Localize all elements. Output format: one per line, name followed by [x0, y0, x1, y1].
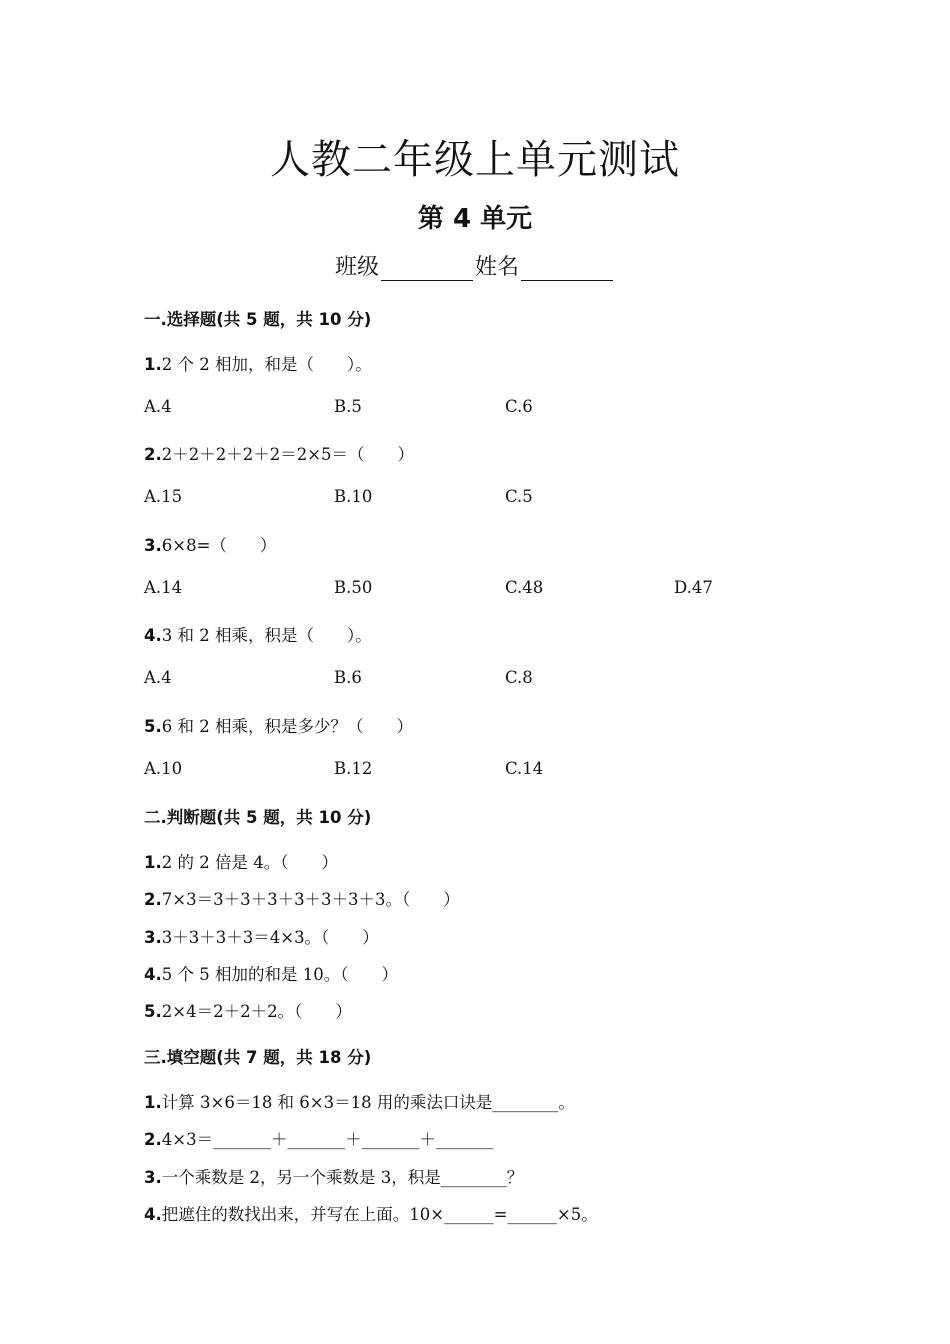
question [144, 1201, 598, 1225]
question [144, 532, 276, 556]
question-number: 4. [144, 626, 162, 645]
question [144, 924, 379, 948]
question-number: 1. [144, 1093, 162, 1112]
option-c[interactable]: C.14 [505, 759, 544, 778]
option-a[interactable]: A.4 [144, 668, 172, 687]
option-c[interactable]: C.8 [505, 668, 533, 687]
question-text: 2＋2＋2＋2＋2＝2×5＝（ ） [161, 445, 415, 464]
option-a[interactable]: A.4 [144, 397, 172, 416]
question [144, 351, 372, 375]
option-b[interactable]: B.5 [334, 397, 362, 416]
question [144, 713, 413, 737]
option-b[interactable]: B.10 [334, 487, 373, 506]
page-title: 人教二年级上单元测试 [270, 137, 680, 183]
question-text: 2×4＝2＋2＋2。（ ） [161, 1002, 352, 1021]
option-c[interactable]: C.48 [505, 578, 544, 597]
question-number: 5. [144, 1002, 162, 1021]
question-number: 2. [144, 1130, 162, 1149]
question [144, 1164, 523, 1188]
question [144, 886, 460, 910]
question [144, 961, 398, 985]
question [144, 1089, 575, 1113]
question-number: 4. [144, 1205, 162, 1224]
question-text: 4×3＝_______＋_______＋_______＋_______ [161, 1130, 494, 1149]
option-b[interactable]: B.12 [334, 759, 373, 778]
question-text: 5 个 5 相加的和是 10。（ ） [161, 965, 398, 984]
question-number: 3. [144, 536, 162, 555]
question-text: 计算 3×6＝18 和 6×3＝18 用的乘法口诀是________。 [161, 1093, 575, 1112]
option-b[interactable]: B.50 [334, 578, 373, 597]
class-blank[interactable] [381, 258, 473, 281]
question-text: 6 和 2 相乘，积是多少？（ ） [161, 717, 413, 736]
section-heading-fill: 三.填空题(共 7 题，共 18 分) [144, 1048, 372, 1067]
question-text: 3＋3＋3＋3＝4×3。（ ） [161, 928, 379, 947]
question-text: 7×3＝3＋3＋3＋3＋3＋3＋3。（ ） [161, 890, 460, 909]
question-number: 2. [144, 890, 162, 909]
question-text: 2 的 2 倍是 4。（ ） [161, 853, 338, 872]
unit-subtitle: 第 4 单元 [417, 204, 533, 234]
question [144, 998, 352, 1022]
option-a[interactable]: A.15 [144, 487, 183, 506]
option-a[interactable]: A.14 [144, 578, 183, 597]
question-text: 6×8=（ ） [161, 536, 277, 555]
option-b[interactable]: B.6 [334, 668, 362, 687]
section-heading-choice: 一.选择题(共 5 题，共 10 分) [144, 310, 372, 329]
question [144, 849, 338, 873]
question-number: 1. [144, 355, 162, 374]
question-number: 5. [144, 717, 162, 736]
class-label: 班级 [334, 255, 379, 280]
question-number: 2. [144, 445, 162, 464]
question-text: 3 和 2 相乘，积是（ ）。 [161, 626, 372, 645]
question [144, 1126, 494, 1150]
question-number: 4. [144, 965, 162, 984]
question-number: 1. [144, 853, 162, 872]
question-text: 2 个 2 相加，和是（ ）。 [161, 355, 372, 374]
question-text: 一个乘数是 2，另一个乘数是 3，积是________？ [161, 1168, 524, 1187]
name-blank[interactable] [521, 258, 613, 281]
class-name-line [0, 250, 950, 281]
question-number: 3. [144, 928, 162, 947]
question-text: 把遮住的数找出来，并写在上面。10×______=______×5。 [161, 1205, 598, 1224]
option-d[interactable]: D.47 [674, 578, 713, 597]
option-a[interactable]: A.10 [144, 759, 183, 778]
section-heading-judge: 二.判断题(共 5 题，共 10 分) [144, 808, 372, 827]
option-c[interactable]: C.5 [505, 487, 533, 506]
name-label: 姓名 [475, 255, 520, 280]
option-c[interactable]: C.6 [505, 397, 533, 416]
question [144, 441, 414, 465]
question [144, 622, 372, 646]
question-number: 3. [144, 1168, 162, 1187]
